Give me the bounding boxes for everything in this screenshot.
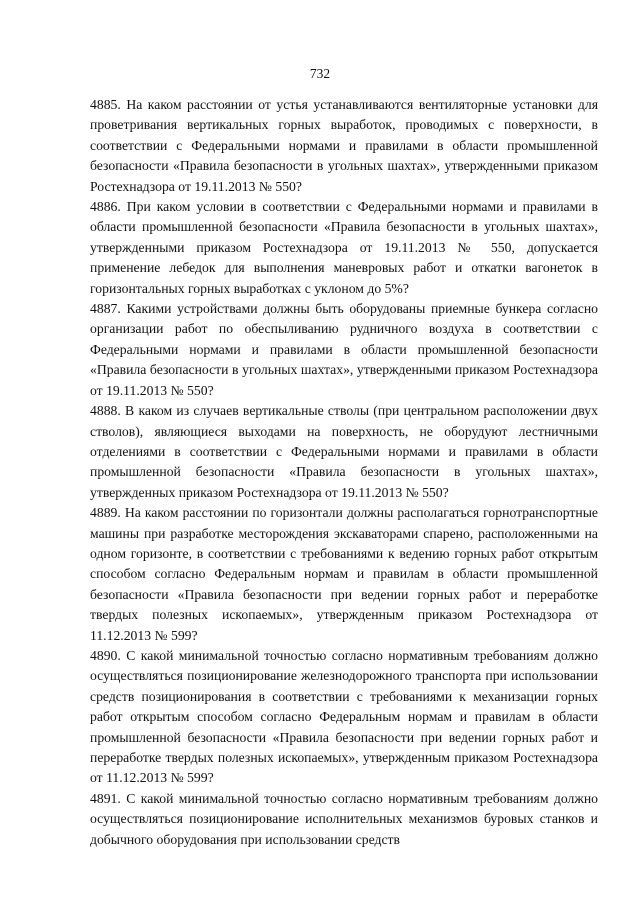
- question-4886: 4886. При каком условии в соответствии с Федеральными нормами и правилами в области промышленной безопасности «Правила безопасности в угольных шахтах», утвержденными приказом Ростехнадзора от 19.11.2013 № 550, допускается применение лебедок для выполнения маневровых работ и откатки вагонеток в горизонтальных горных выработках с уклоном до 5%?: [90, 199, 598, 296]
- question-4888: 4888. В каком из случаев вертикальные стволы (при центральном расположении двух стволов), являющиеся выходами на поверхность, не оборудуют лестничными отделениями в соответствии с Федеральными нормами и правилами в области промышленной безопасности «Правила безопасности в угольных шахтах», утвержденных приказом Ростехнадзора от 19.11.2013 № 550?: [90, 403, 598, 500]
- question-4890: 4890. С какой минимальной точностью согласно нормативным требованиям должно осуществляться позиционирование железнодорожного транспорта при использовании средств позиционирования в соответствии с требованиями к механизации горных работ открытым способом согласно Федеральным нормам и правилам в области промышленной безопасности «Правила безопасности при ведении горных работ и переработке твердых полезных ископаемых», утвержденным приказом Ростехнадзора от 11.12.2013 № 599?: [90, 647, 598, 786]
- question-4887: 4887. Какими устройствами должны быть оборудованы приемные бункера согласно организации работ по обеспыливанию рудничного воздуха в соответствии с Федеральными нормами и правилами в области промышленной безопасности «Правила безопасности в угольных шахтах», утвержденными приказом Ростехнадзора от 19.11.2013 № 550?: [90, 301, 598, 398]
- question-4885: 4885. На каком расстоянии от устья устанавливаются вентиляторные установки для проветривания вертикальных горных выработок, проводимых с поверхности, в соответствии с Федеральными нормами и правилами в области промышленной безопасности «Правила безопасности в угольных шахтах», утвержденными приказом Ростехнадзора от 19.11.2013 № 550?: [90, 97, 598, 194]
- questions-list: [90, 95, 598, 850]
- question-4891: 4891. С какой минимальной точностью согласно нормативным требованиям должно осуществляться позиционирование исполнительных механизмов буровых станков и добычного оборудования при использовании средств: [90, 790, 598, 847]
- page-number: 732: [309, 66, 331, 81]
- question-4889: 4889. На каком расстоянии по горизонтали должны располагаться горнотранспортные машины при разработке месторождения экскаваторами спарено, расположенными на одном горизонте, в соответствии с требованиями к ведению горных работ открытым способом согласно Федеральным нормам и правилам в области промышленной безопасности «Правила безопасности при ведении горных работ и переработке твердых полезных ископаемых», утвержденным приказом Ростехнадзора от 11.12.2013 № 599?: [90, 505, 598, 643]
